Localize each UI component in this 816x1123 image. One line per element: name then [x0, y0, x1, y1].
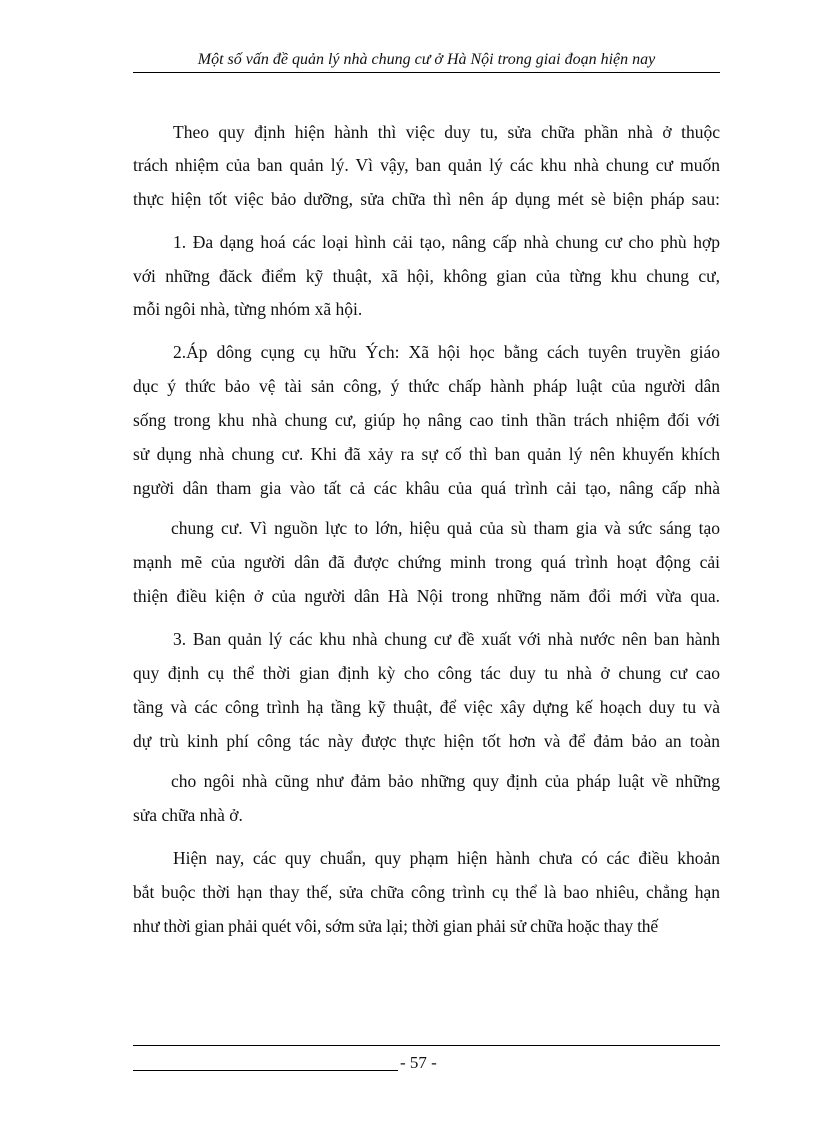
- text-line: với những đăck điểm kỹ thuật, xã hội, không gian của từng khu chung cư,: [133, 266, 720, 286]
- text-line: như thời gian phải quét vôi, sớm sửa lại; thời gian phải sử chữa hoặc thay thế: [133, 916, 658, 936]
- text-line: tầng và các công trình hạ tầng kỹ thuật, để việc xây dựng kế hoạch duy tu và: [133, 697, 720, 717]
- text-line: trách nhiệm của ban quản lý. Vì vậy, ban quản lý các khu nhà chung cư muốn: [133, 155, 720, 175]
- text-line: Theo quy định hiện hành thì việc duy tu, sửa chữa phần nhà ở thuộc: [173, 122, 720, 142]
- text-line: sống trong khu nhà chung cư, giúp họ nâng cao tinh thần trách nhiệm đối với: [133, 410, 720, 430]
- text-line: bắt buộc thời hạn thay thế, sửa chữa công trình cụ thể là bao nhiêu, chẳng hạn: [133, 882, 720, 902]
- header-rule: [133, 72, 720, 73]
- text-line: dự trù kinh phí công tác này được thực hiện tốt hơn và để đảm bảo an toàn: [133, 731, 720, 751]
- page-number: - 57 -: [400, 1053, 437, 1072]
- footer-rule: [133, 1045, 720, 1046]
- text-line: chung cư. Vì nguồn lực to lớn, hiệu quả của sù tham gia và sức sáng tạo: [171, 518, 720, 538]
- text-line: 3. Ban quản lý các khu nhà chung cư đề xuất với nhà nước nên ban hành: [173, 629, 720, 649]
- text-line: thiện điều kiện ở của người dân Hà Nội trong những năm đổi mới vừa qua.: [133, 586, 720, 606]
- text-line: thực hiện tốt việc bảo dưỡng, sửa chữa thì nên áp dụng mét sè biện pháp sau:: [133, 189, 720, 209]
- text-line: quy định cụ thể thời gian định kỳ cho công tác duy tu nhà ở chung cư cao: [133, 663, 720, 683]
- text-line: dục ý thức bảo vệ tài sản công, ý thức chấp hành pháp luật của người dân: [133, 376, 720, 396]
- text-line: mạnh mẽ của người dân đã được chứng minh trong quá trình hoạt động cải: [133, 552, 720, 572]
- text-line: sử dụng nhà chung cư. Khi đã xảy ra sự cố thì ban quản lý nên khuyến khích: [133, 444, 720, 464]
- text-line: 2.Áp dông cụng cụ hữu Ých: Xã hội học bằng cách tuyên truyền giáo: [173, 342, 720, 362]
- header-title: Một số vấn đề quản lý nhà chung cư ở Hà Nội trong giai đoạn hiện nay: [197, 51, 656, 68]
- text-line: sửa chữa nhà ở.: [133, 805, 243, 825]
- text-line: Hiện nay, các quy chuẩn, quy phạm hiện hành chưa có các điều khoản: [173, 848, 720, 868]
- text-line: 1. Đa dạng hoá các loại hình cải tạo, nâng cấp nhà chung cư cho phù hợp: [173, 232, 720, 252]
- text-line: cho ngôi nhà cũng như đảm bảo những quy định của pháp luật về những: [171, 771, 720, 791]
- text-line: mỗi ngôi nhà, từng nhóm xã hội.: [133, 299, 363, 319]
- text-line: người dân tham gia vào tất cả các khâu của quá trình cải tạo, nâng cấp nhà: [133, 478, 720, 498]
- footer-rule-short: [133, 1070, 398, 1071]
